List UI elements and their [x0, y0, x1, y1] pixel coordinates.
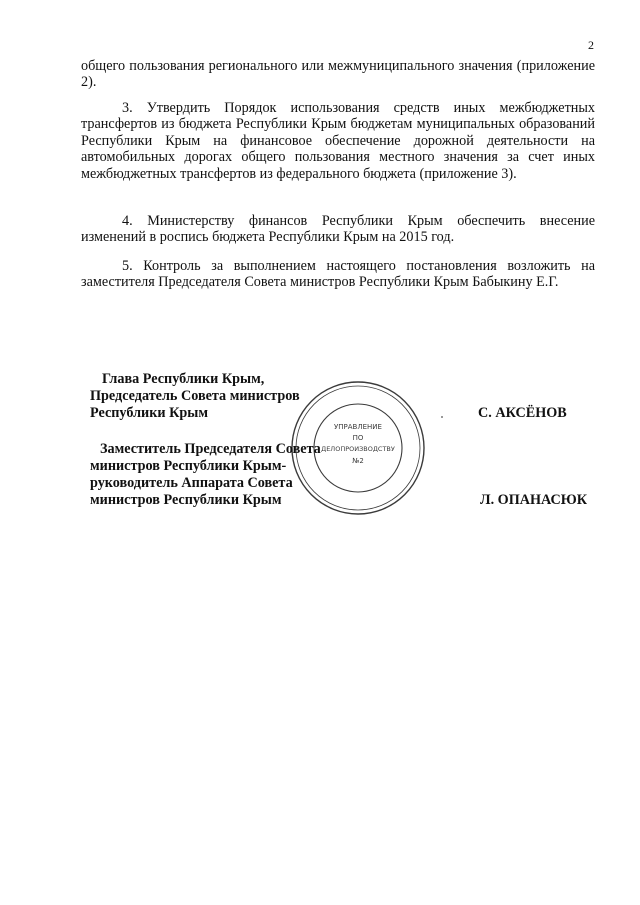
deputy-signatory-name: Л. ОПАНАСЮК — [480, 492, 588, 508]
speck — [441, 416, 443, 418]
head-title-line-3: Республики Крым — [90, 405, 209, 421]
head-title-line-1: Глава Республики Крым, — [102, 371, 265, 387]
paragraph-item-3: 3. Утвердить Порядок использования средств иных межбюджетных трансфертов из бюджета Республики Крым бюджетам муниципальных образований Республики Крым на финансовое обеспечение дорожной деятельности на автомобильных дорогах общего пользования местного значения за счет иных межбюджетных трансфертов из федерального бюджета (приложение 3). — [81, 100, 595, 182]
seal-line-4: №2 — [352, 457, 364, 465]
seal-line-3: ДЕЛОПРОИЗВОДСТВУ — [321, 445, 395, 453]
deputy-title-line-2: министров Республики Крым- — [90, 458, 287, 474]
paragraph-item-4: 4. Министерству финансов Республики Крым обеспечить внесение изменений в роспись бюджета Республики Крым на 2015 год. — [81, 213, 595, 246]
page-number: 2 — [588, 38, 594, 52]
paragraph-item-5: 5. Контроль за выполнением настоящего постановления возложить на заместителя Председателя Совета министров Республики Крым Бабыкину Е.Г. — [81, 258, 595, 291]
deputy-title-line-1: Заместитель Председателя Совета — [100, 441, 321, 457]
head-signatory-name: С. АКСЁНОВ — [478, 405, 567, 421]
seal-line-1: УПРАВЛЕНИЕ — [334, 423, 382, 431]
deputy-title-line-4: министров Республики Крым — [90, 492, 282, 508]
deputy-title-line-3: руководитель Аппарата Совета — [90, 475, 293, 491]
paragraph-continuation: общего пользования регионального или межмуниципального значения (приложение 2). — [81, 58, 595, 91]
head-title-line-2: Председатель Совета министров — [90, 388, 300, 404]
seal-line-2: ПО — [352, 434, 364, 442]
